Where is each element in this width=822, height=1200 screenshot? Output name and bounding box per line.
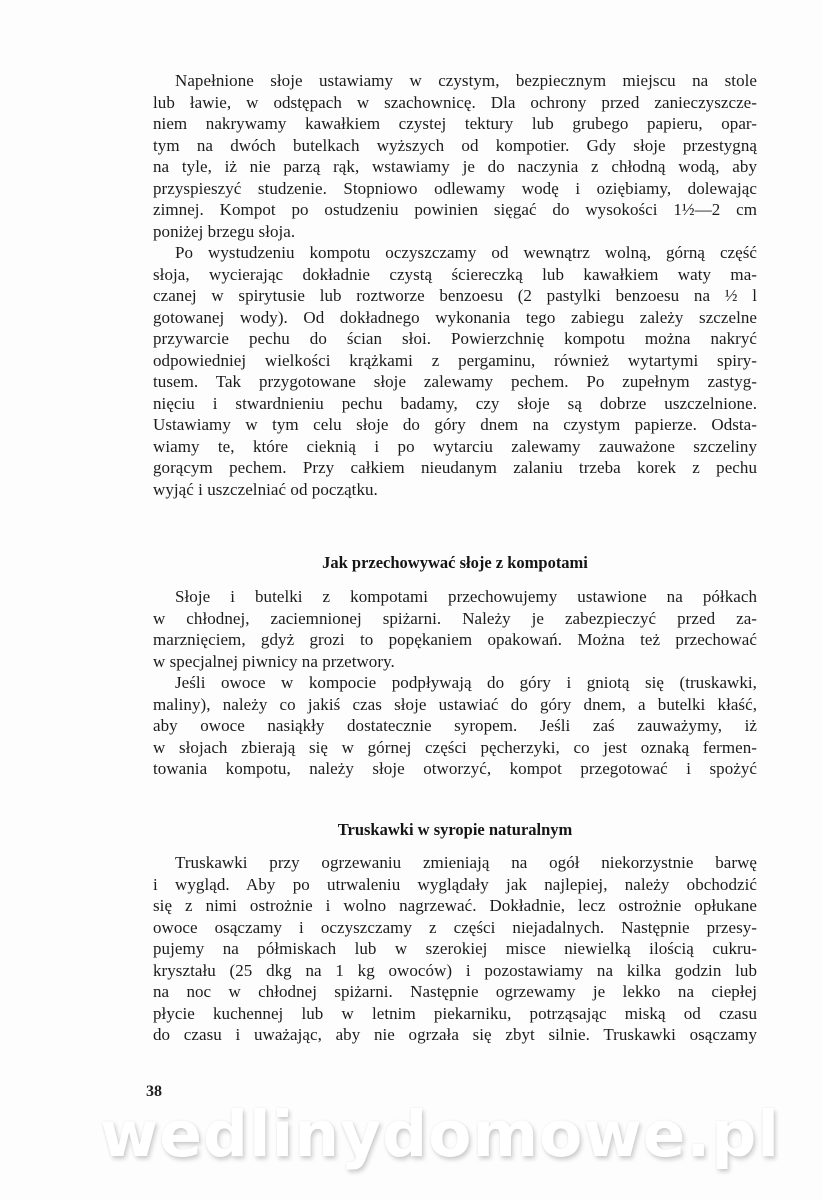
text-line: gotowanej wody). Od dokładnego wykonania tego zabiegu zależy szczelne [153,307,757,327]
text-line: lub ławie, w odstępach w szachownicę. Dla ochrony przed zanieczyszcze- [153,92,757,112]
paragraph [153,70,757,242]
text-line: słoja, wycierając dokładnie czystą ściereczką lub kawałkiem waty ma- [153,264,757,284]
text-line: poniżej brzegu słoja. [153,221,296,241]
text-line: gorącym pechem. Przy całkiem nieudanym zalaniu trzeba korek z pechu [153,458,757,477]
text-line: tym na dwóch butelkach wyższych od kompotier. Gdy słoje przestygną [153,135,757,155]
paragraph [153,586,757,672]
text-line: w specjalnej piwnicy na przetwory. [153,651,395,671]
section-storage [153,586,757,780]
text-line: pujemy na półmiskach lub w szerokiej misce niewielką ilością cukru- [153,939,757,958]
paragraph [153,852,757,1046]
text-line: towania kompotu, należy słoje otworzyć, kompot przegotować i spożyć [153,759,757,778]
section-heading: Jak przechowywać słoje z kompotami [322,553,588,572]
section-strawberries [153,852,757,1046]
text-line: się z nimi ostrożnie i wolno nagrzewać. Dokładnie, lecz ostrożnie opłukane [153,896,757,915]
text-line: wyjąć i uszczelniać od początku. [153,479,378,499]
section-intro [153,70,757,500]
text-line: owoce osączamy i oczyszczamy z części niejadalnych. Następnie przesy- [153,917,757,937]
page-number: 38 [146,1083,162,1100]
text-line: nięciu i stwardnieniu pechu badamy, czy słoje są dobrze uszczelnione. [153,393,757,413]
text-line: odpowiedniej wielkości krążkami z pergaminu, również wytartymi spiry- [153,350,757,370]
paragraph [153,242,757,500]
text-line: na tyle, iż nie parzą rąk, wstawiamy je do naczynia z chłodną wodą, aby [153,157,757,176]
text-line: Słoje i butelki z kompotami przechowujemy ustawione na półkach [175,587,757,606]
text-line: Napełnione słoje ustawiamy w czystym, bezpiecznym miejscu na stole [175,71,757,90]
text-line: kryształu (25 dkg na 1 kg owoców) i pozostawiamy na kilka godzin lub [153,960,757,980]
text-line: wiamy te, które cieknią i po wytarciu zalewamy zauważone szczeliny [153,436,757,456]
text-line: płycie kuchennej lub w letnim piekarniku, potrząsając miską od czasu [153,1003,757,1023]
text-line: zimnej. Kompot po ostudzeniu powinien sięgać do wysokości 1½—2 cm [153,200,757,219]
text-line: do czasu i uważając, aby nie ogrzała się zbyt silnie. Truskawki osączamy [153,1025,757,1044]
watermark: wedlinydomowe.pl [100,1098,780,1171]
text-line: w słojach zbierają się w górnej części pęcherzyki, co jest oznaką fermen- [153,737,757,757]
text-line: czanej w spirytusie lub roztworze benzoesu (2 pastylki benzoesu na ½ l [153,286,757,305]
text-line: na noc w chłodnej spiżarni. Następnie ogrzewamy je lekko na ciepłej [153,982,757,1001]
text-line: tusem. Tak przygotowane słoje zalewamy pechem. Po zupełnym zastyg- [153,372,757,391]
text-line: niem nakrywamy kawałkiem czystej tektury lub grubego papieru, opar- [153,114,757,133]
text-line: i wygląd. Aby po utrwaleniu wyglądały jak najlepiej, należy obchodzić [153,874,757,894]
text-line: Truskawki przy ogrzewaniu zmieniają na ogół niekorzystnie barwę [175,853,757,872]
text-line: przyspieszyć studzenie. Stopniowo odlewamy wodę i oziębiamy, dolewając [153,178,757,198]
text-line: aby owoce nasiąkły dostatecznie syropem. Jeśli zaś zauważymy, iż [153,716,757,735]
text-line: Ustawiamy w tym celu słoje do góry dnem na czystym papierze. Odsta- [153,415,757,434]
section-heading: Truskawki w syropie naturalnym [337,820,573,839]
paragraph [153,672,757,780]
text-line: marznięciem, gdyż grozi to popękaniem opakowań. Można też przechować [153,630,757,649]
text-line: Jeśli owoce w kompocie podpływają do góry i gniotą się (truskawki, [175,673,757,692]
text-line: przywarcie pechu do ścian słoi. Powierzchnię kompotu można nakryć [153,329,757,348]
text-line: Po wystudzeniu kompotu oczyszczamy od wewnątrz wolną, górną część [175,243,757,262]
text-line: w chłodnej, zaciemnionej spiżarni. Należy je zabezpieczyć przed za- [153,608,757,628]
text-line: maliny), należy co jakiś czas słoje ustawiać do góry dnem, a butelki kłaść, [153,694,757,714]
